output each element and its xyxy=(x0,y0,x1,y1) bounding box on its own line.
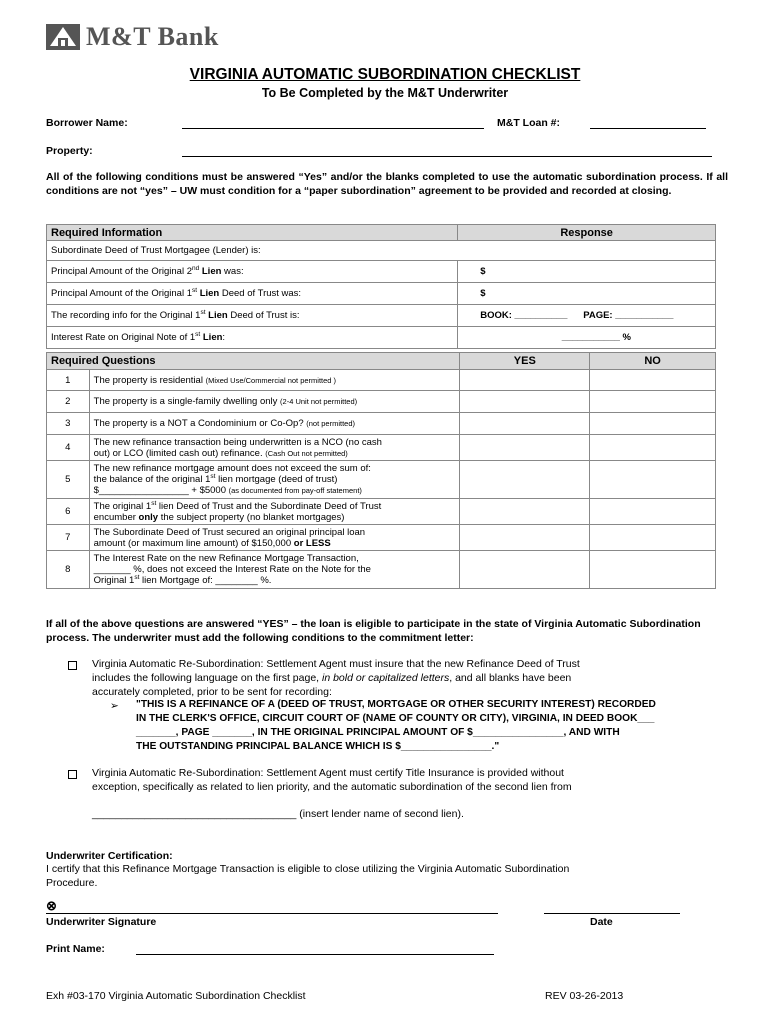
q7-yes-cell[interactable] xyxy=(460,525,590,551)
condition2-checkbox[interactable] xyxy=(68,770,77,779)
page-title: VIRGINIA AUTOMATIC SUBORDINATION CHECKLIST xyxy=(189,66,581,83)
q4-no-cell[interactable] xyxy=(590,435,716,461)
loan-label: M&T Loan #: xyxy=(497,117,560,129)
response-1st-lien[interactable]: $ xyxy=(458,283,716,305)
q3-yes-cell[interactable] xyxy=(460,413,590,435)
response-recording[interactable]: BOOK: __________ PAGE: ___________ xyxy=(458,305,716,327)
q6-yes-cell[interactable] xyxy=(460,499,590,525)
info-row-recording: The recording info for the Original 1st Lien Deed of Trust is: xyxy=(47,305,458,327)
info-table xyxy=(46,224,716,349)
response-interest[interactable]: ___________ % xyxy=(458,327,716,349)
q4-number: 4 xyxy=(47,435,90,461)
q5-yes-cell[interactable] xyxy=(460,461,590,499)
signature-line[interactable] xyxy=(46,913,498,914)
condition1-text: Virginia Automatic Re-Subordination: Settlement Agent must insure that the new Refinance Deed of Trust includes the following language on the first page, in bold or capitalized letters, and all blanks have been accurately completed, prior to be sent for recording: xyxy=(92,658,580,698)
mt-logo-icon xyxy=(46,24,80,50)
q2-no-cell[interactable] xyxy=(590,391,716,413)
q2-number: 2 xyxy=(47,391,90,413)
condition1-checkbox[interactable] xyxy=(68,661,77,670)
q8-yes-cell[interactable] xyxy=(460,551,590,589)
property-label: Property: xyxy=(46,145,93,157)
date-label: Date xyxy=(590,916,613,928)
q5-no-cell[interactable] xyxy=(590,461,716,499)
q8-no-cell[interactable] xyxy=(590,551,716,589)
q3-text: The property is a NOT a Condominium or Co-Op? (not permitted) xyxy=(89,413,460,435)
eligibility-paragraph: If all of the above questions are answered “YES” – the loan is eligible to participate in the state of Virginia Automatic Subordination process. The underwriter must add the following conditions to the commitment letter: xyxy=(46,618,701,644)
q6-no-cell[interactable] xyxy=(590,499,716,525)
date-line[interactable] xyxy=(544,913,680,914)
info-row-interest: Interest Rate on Original Note of 1st Lien: xyxy=(47,327,458,349)
q7-text: The Subordinate Deed of Trust secured an original principal loan amount (or maximum line amount) of $150,000 or LESS xyxy=(89,525,460,551)
q5-text: The new refinance mortgage amount does not exceed the sum of: the balance of the original 1st lien mortgage (deed of trust) $_________________ + $5000 (as documented from pay-off statement) xyxy=(89,461,460,499)
q5-number: 5 xyxy=(47,461,90,499)
certification-heading: Underwriter Certification: xyxy=(46,850,173,862)
recording-language-quote: "THIS IS A REFINANCE OF A (DEED OF TRUST, MORTGAGE OR OTHER SECURITY INTEREST) RECORDED IN THE CLERK'S OFFICE, CIRCUIT COURT OF (NAME OF COUNTY OR CITY), VIRGINIA, IN DEED BOOK___ _______, PAGE _______, IN THE ORIGINAL PRINCIPAL AMOUNT OF $________________, AND WITH THE OUTSTANDING PRINCIPAL BALANCE WHICH IS $________________." xyxy=(136,699,656,752)
q3-number: 3 xyxy=(47,413,90,435)
bank-name: M&T Bank xyxy=(86,22,219,51)
q6-number: 6 xyxy=(47,499,90,525)
q7-number: 7 xyxy=(47,525,90,551)
info-row-1st-lien: Principal Amount of the Original 1st Lien Deed of Trust was: xyxy=(47,283,458,305)
property-field[interactable] xyxy=(182,156,712,157)
q8-text: The Interest Rate on the new Refinance Mortgage Transaction, _______ %, does not exceed the Interest Rate on the Note for the Original 1st lien Mortgage of: ________ %. xyxy=(89,551,460,589)
q1-no-cell[interactable] xyxy=(590,370,716,391)
certification-text: I certify that this Refinance Mortgage Transaction is eligible to close utilizing the Virginia Automatic Subordination Procedure. xyxy=(46,863,570,889)
no-header: NO xyxy=(590,353,716,370)
page-subtitle: To Be Completed by the M&T Underwriter xyxy=(261,86,509,100)
info-header: Required Information xyxy=(47,225,458,241)
loan-field[interactable] xyxy=(590,128,706,129)
q2-text: The property is a single-family dwelling only (2-4 Unit not permitted) xyxy=(89,391,460,413)
q4-text: The new refinance transaction being underwritten is a NCO (no cash out) or LCO (limited cash out) refinance. (Cash Out not permitted) xyxy=(89,435,460,461)
quote-bullet-icon: ➢ xyxy=(110,700,119,712)
q2-yes-cell[interactable] xyxy=(460,391,590,413)
print-name-line[interactable] xyxy=(136,954,494,955)
q3-no-cell[interactable] xyxy=(590,413,716,435)
q1-yes-cell[interactable] xyxy=(460,370,590,391)
condition2-text: Virginia Automatic Re-Subordination: Settlement Agent must certify Title Insurance is provided without exception, specifically as related to lien priority, and the automatic subordination of the second lien from xyxy=(92,767,572,793)
borrower-field[interactable] xyxy=(182,128,484,129)
signature-label: Underwriter Signature xyxy=(46,916,157,928)
signature-mark-icon: ⊗ xyxy=(46,898,57,913)
info-row-lender: Subordinate Deed of Trust Mortgagee (Lender) is: xyxy=(47,241,716,261)
info-row-2nd-lien: Principal Amount of the Original 2nd Lien was: xyxy=(47,261,458,283)
response-2nd-lien[interactable]: $ xyxy=(458,261,716,283)
questions-table xyxy=(46,352,716,589)
yes-header: YES xyxy=(460,353,590,370)
borrower-label: Borrower Name: xyxy=(46,117,128,129)
footer-revision: REV 03-26-2013 xyxy=(545,990,624,1002)
q4-yes-cell[interactable] xyxy=(460,435,590,461)
q6-text: The original 1st lien Deed of Trust and the Subordinate Deed of Trust encumber only the subject property (no blanket mortgages) xyxy=(89,499,460,525)
print-name-label: Print Name: xyxy=(46,943,105,955)
second-lien-lender-line[interactable]: ___________________________________ (insert lender name of second lien). xyxy=(92,808,464,820)
q8-number: 8 xyxy=(47,551,90,589)
response-header: Response xyxy=(458,225,716,241)
intro-paragraph: All of the following conditions must be answered “Yes” and/or the blanks completed to use the automatic subordination process. If all conditions are not “yes” – UW must condition for a “paper subordination” agreement to be provided and recorded at closing. xyxy=(46,171,728,197)
footer-doc-id: Exh #03-170 Virginia Automatic Subordination Checklist xyxy=(46,990,306,1002)
bank-logo xyxy=(46,22,219,52)
q1-number: 1 xyxy=(47,370,90,391)
q7-no-cell[interactable] xyxy=(590,525,716,551)
questions-header: Required Questions xyxy=(47,353,460,370)
q1-text: The property is residential (Mixed Use/Commercial not permitted ) xyxy=(89,370,460,391)
